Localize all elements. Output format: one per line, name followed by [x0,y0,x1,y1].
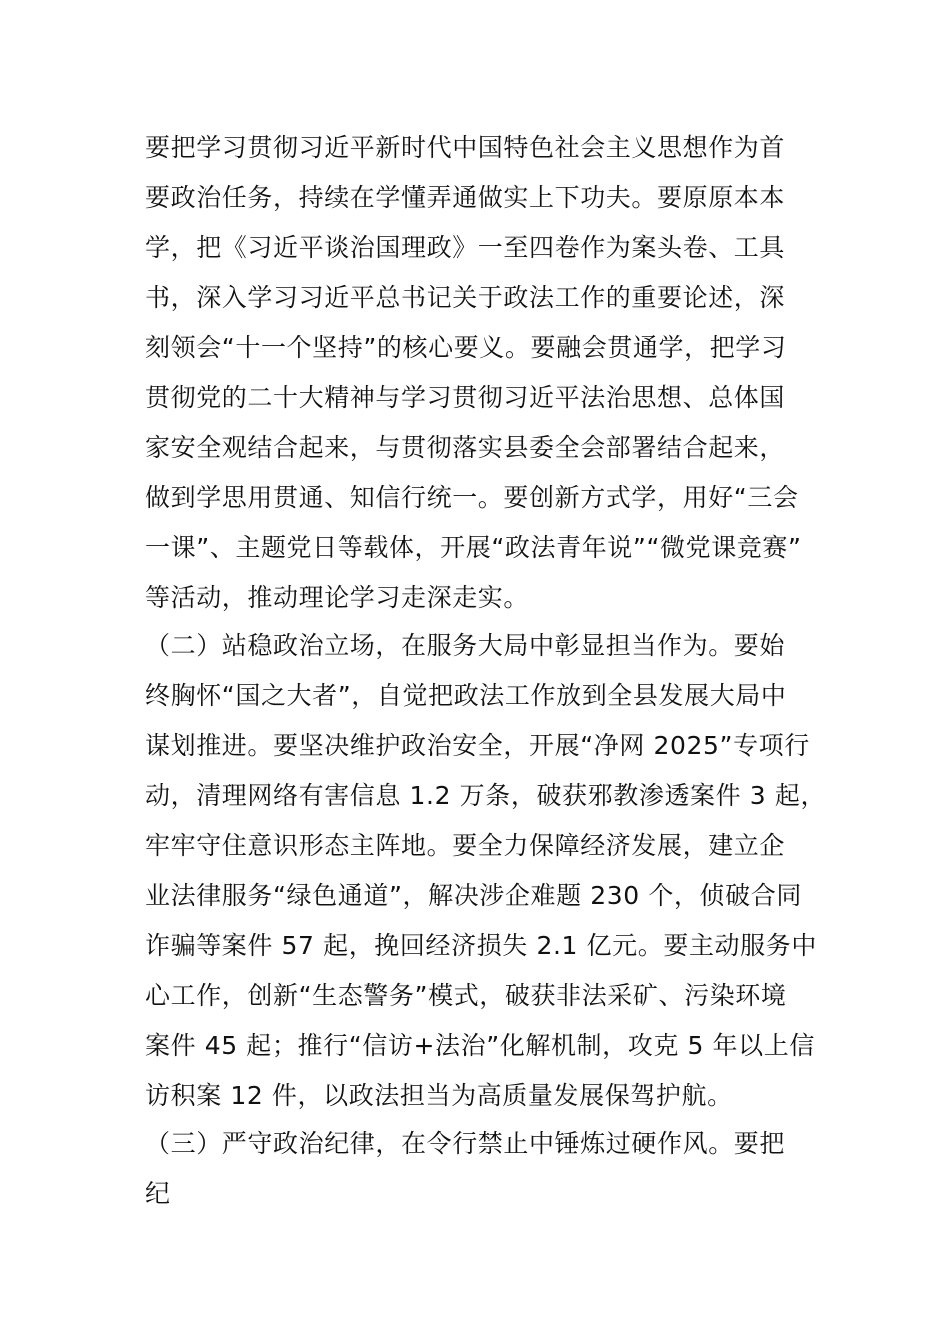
text-line: 诈骗等案件 57 起，挽回经济损失 2.1 亿元。要主动服务中 [145,931,817,960]
text-line: 要政治任务，持续在学懂弄通做实上下功夫。要原原本本 [145,183,786,212]
text-line: 心工作，创新“生态警务”模式，破获非法采矿、污染环境 [145,981,787,1010]
text-line: 谋划推进。要坚决维护政治安全，开展“净网 2025”专项行 [145,731,810,760]
text-line: 牢牢守住意识形态主阵地。要全力保障经济发展，建立企 [145,831,786,860]
text-line: 动，清理网络有害信息 1.2 万条，破获邪教渗透案件 3 起， [145,781,827,810]
text-line: 刻领会“十一个坚持”的核心要义。要融会贯通学，把学习 [145,333,787,362]
section-heading-line: （二）站稳政治立场，在服务大局中彰显担当作为。要始 [145,631,786,660]
text-line: 贯彻党的二十大精神与学习贯彻习近平法治思想、总体国 [145,383,786,412]
section-heading-line: （三）严守政治纪律，在令行禁止中锤炼过硬作风。要把 [145,1129,786,1158]
text-line: 等活动，推动理论学习走深走实。 [145,583,530,612]
text-line: 要把学习贯彻习近平新时代中国特色社会主义思想作为首 [145,133,786,162]
text-line: 访积案 12 件，以政法担当为高质量发展保驾护航。 [145,1081,733,1110]
text-line: 书，深入学习习近平总书记关于政法工作的重要论述，深 [145,283,786,312]
text-line: 终胸怀“国之大者”，自觉把政法工作放到全县发展大局中 [145,681,787,710]
text-line: 业法律服务“绿色通道”，解决涉企难题 230 个，侦破合同 [145,881,802,910]
text-line: 学，把《习近平谈治国理政》一至四卷作为案头卷、工具 [145,233,786,262]
text-line: 纪 [145,1179,171,1208]
text-line: 家安全观结合起来，与贯彻落实县委全会部署结合起来， [145,433,786,462]
text-line: 做到学思用贯通、知信行统一。要创新方式学，用好“三会 [145,483,799,512]
text-line: 一课”、主题党日等载体，开展“政法青年说”“微党课竞赛” [145,533,802,562]
text-line: 案件 45 起；推行“信访+法治”化解机制，攻克 5 年以上信 [145,1031,815,1060]
